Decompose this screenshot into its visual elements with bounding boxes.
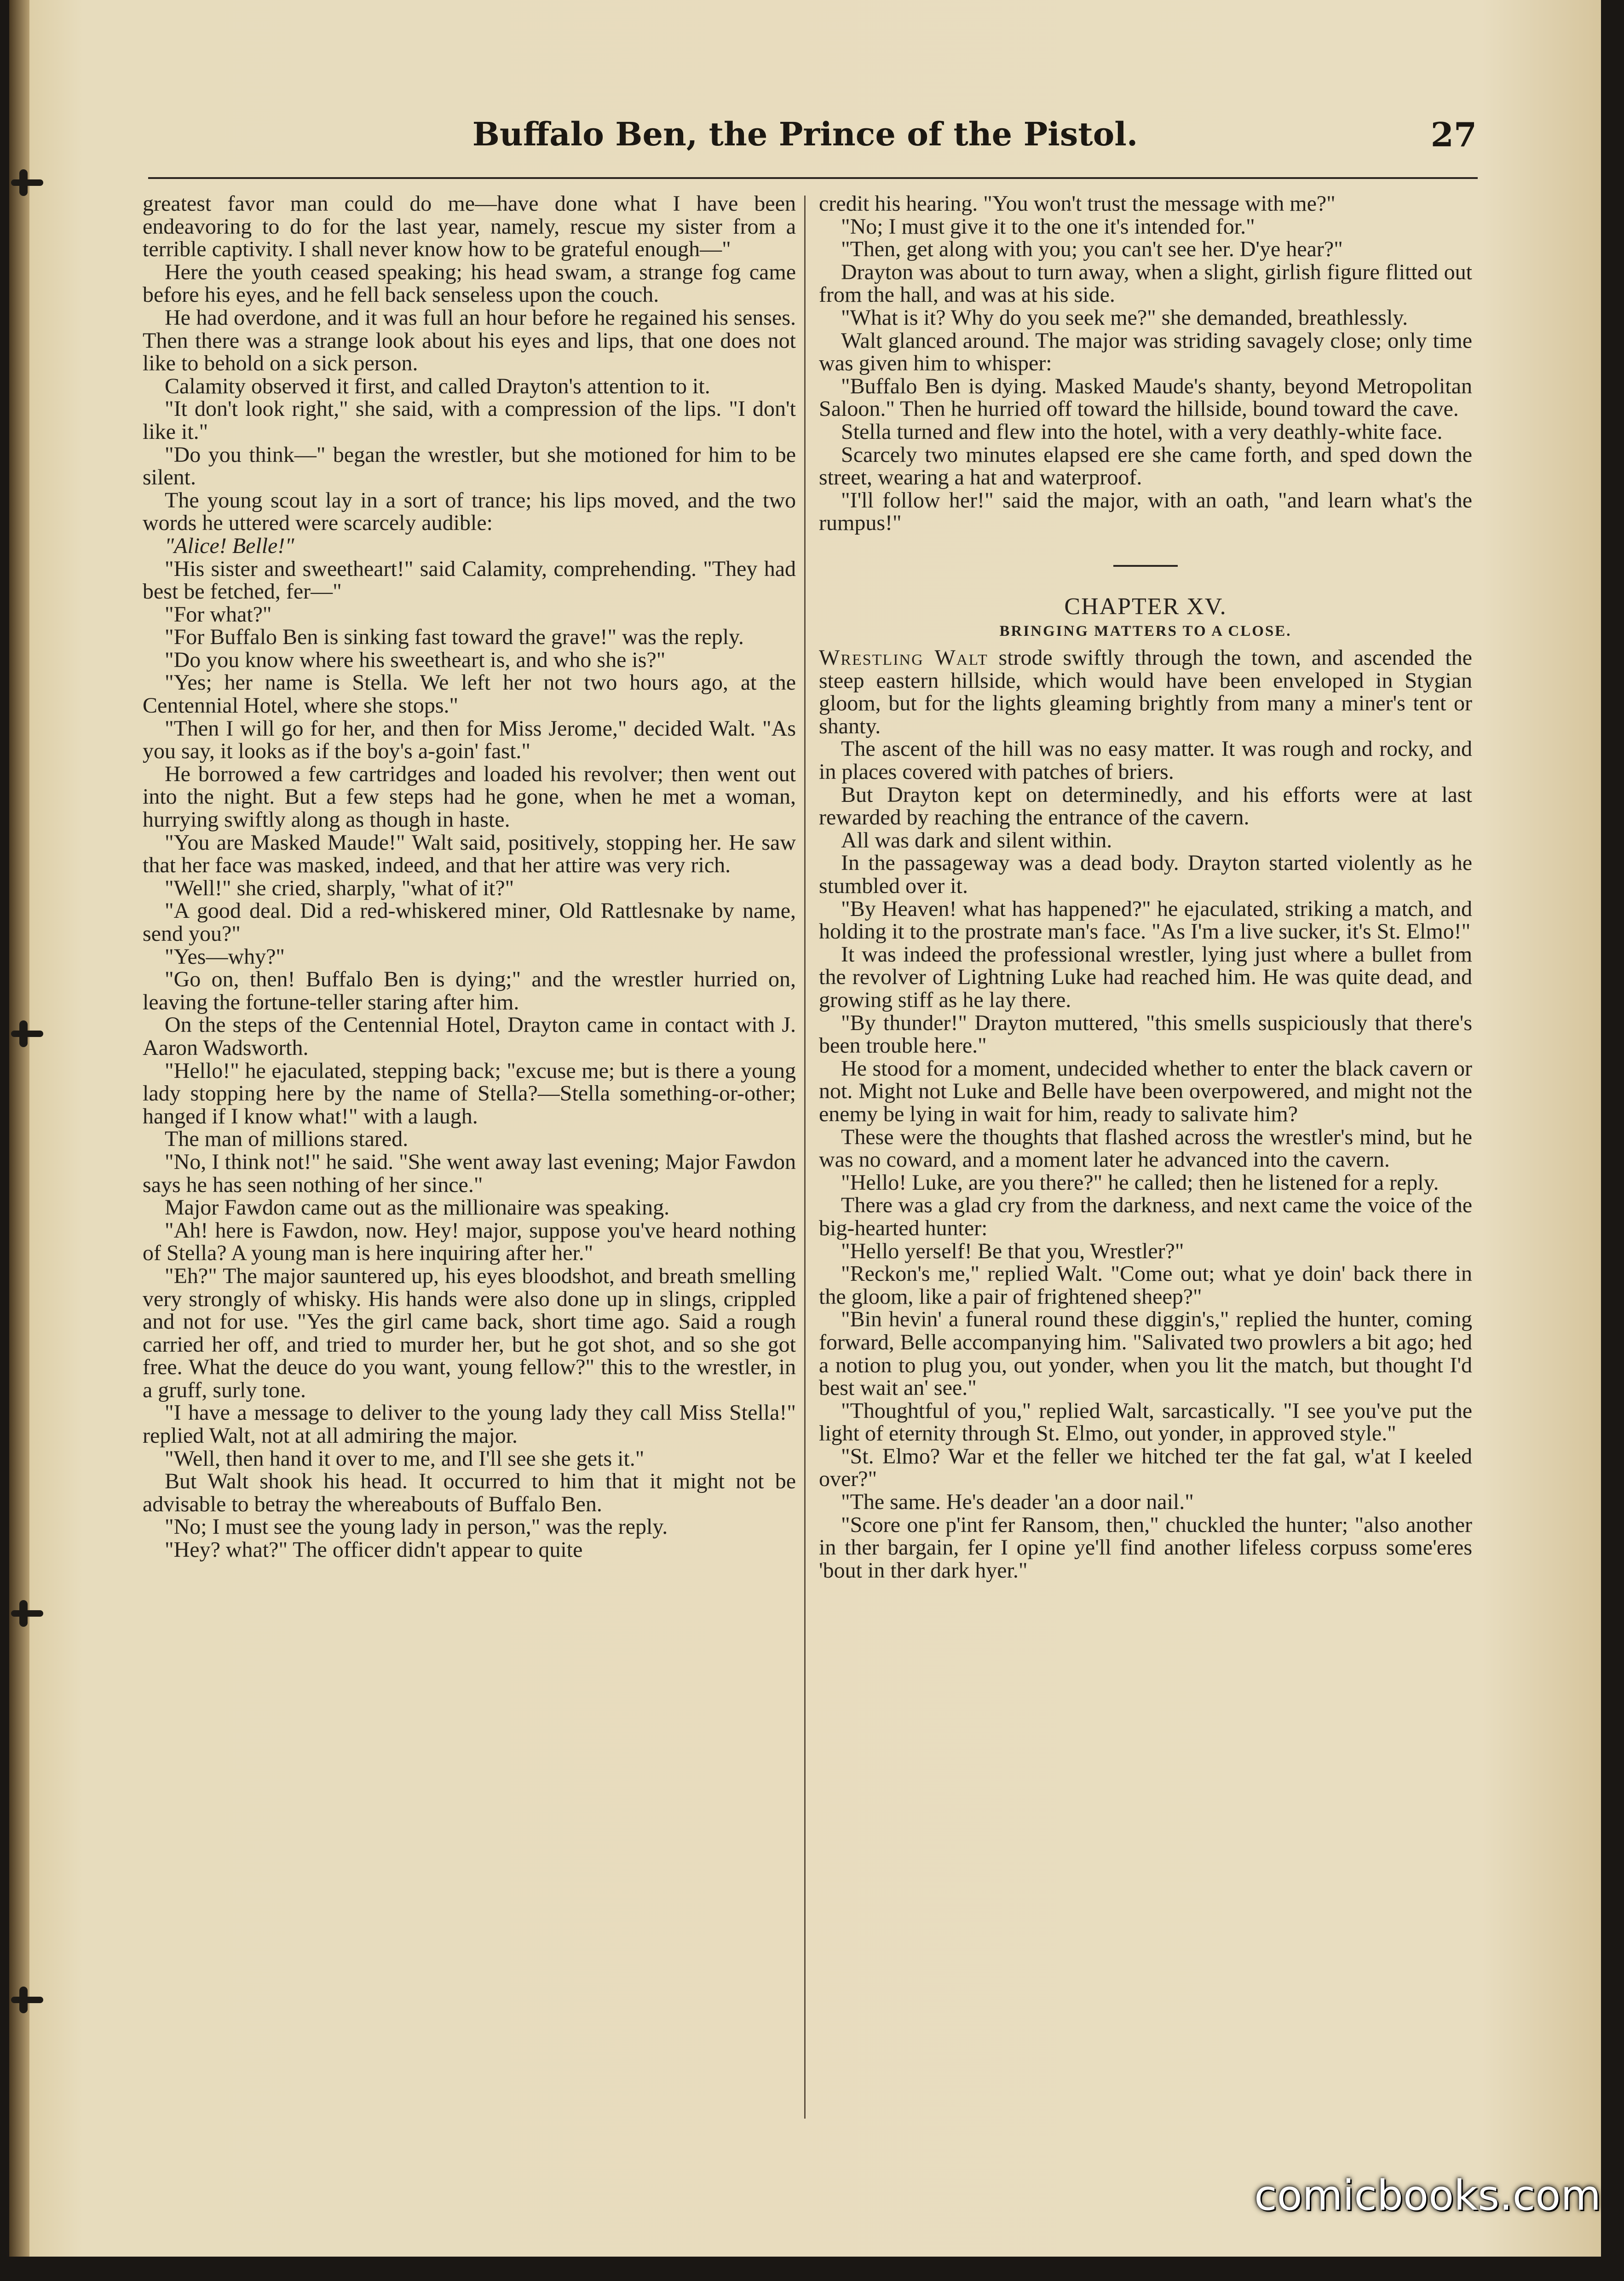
paragraph: Calamity observed it first, and called Drayton's attention to it. <box>165 374 710 398</box>
paragraph: The young scout lay in a sort of trance; his lips moved, and the two words he uttered were scarcely audible: <box>143 488 796 536</box>
left-column <box>143 192 796 2138</box>
paragraph: greatest favor man could do me—have done what I have been endeavoring to do for the last year, namely, rescue my sister from a terrible captivity. I shall never know how to be grateful enough—" <box>143 192 796 262</box>
header-rule <box>148 177 1478 179</box>
paragraph: "No; I must give it to the one it's intended for." <box>841 214 1255 239</box>
paragraph: "For Buffalo Ben is sinking fast toward the grave!" was the reply. <box>165 625 744 650</box>
paragraph: "Ah! here is Fawdon, now. Hey! major, suppose you've heard nothing of Stella? A young man is here inquiring after her." <box>143 1218 796 1266</box>
paragraph: "You are Masked Maude!" Walt said, positively, stopping her. He saw that her face was masked, indeed, and that her attire was very rich. <box>143 830 796 878</box>
paragraph: "St. Elmo? War et the feller we hitched ter the fat gal, w'at I keeled over?" <box>819 1444 1472 1492</box>
paragraph: "Hello yerself! Be that you, Wrestler?" <box>841 1238 1184 1263</box>
paragraph: But Walt shook his head. It occurred to him that it might not be advisable to betray the whereabouts of Buffalo Ben. <box>143 1469 796 1516</box>
paragraph: "It don't look right," she said, with a compression of the lips. "I don't like it." <box>143 397 796 444</box>
paragraph: "Then I will go for her, and then for Miss Jerome," decided Walt. "As you say, it looks as if the boy's a-goin' fast." <box>143 716 796 764</box>
paragraph: There was a glad cry from the darkness, and next came the voice of the big-hearted hunter: <box>819 1193 1472 1240</box>
paragraph: Drayton was about to turn away, when a slight, girlish figure flitted out from the hall, and was at his side. <box>819 259 1472 307</box>
paragraph: The ascent of the hill was no easy matter. It was rough and rocky, and in places covered with patches of briers. <box>819 737 1472 784</box>
paragraph: "Buffalo Ben is dying. Masked Maude's shanty, beyond Metropolitan Saloon." Then he hurried off toward the hillside, bound toward the cave. <box>819 374 1472 421</box>
paragraph: It was indeed the professional wrestler, lying just where a bullet from the revolver of Lightning Luke had reached him. He was quite dead, and growing stiff as he lay there. <box>819 942 1472 1012</box>
paragraph: credit his hearing. "You won't trust the message with me?" <box>819 192 1336 216</box>
paragraph: Scarcely two minutes elapsed ere she came forth, and sped down the street, wearing a hat and waterproof. <box>819 442 1472 490</box>
right-column <box>819 192 1472 2138</box>
binding-staple <box>11 1031 43 1037</box>
binding-staple <box>11 1997 43 2003</box>
paragraph: "A good deal. Did a red-whiskered miner, Old Rattlesnake by name, send you?" <box>143 899 796 946</box>
paragraph: "Yes; her name is Stella. We left her not two hours ago, at the Centennial Hotel, where she stops." <box>143 670 796 718</box>
paragraph: On the steps of the Centennial Hotel, Drayton came in contact with J. Aaron Wadsworth. <box>143 1013 796 1060</box>
paragraph: He stood for a moment, undecided whether to enter the black cavern or not. Might not Luke and Belle have been overpowered, and might not the enemy be lying in wait for him, ready to salivate him? <box>819 1056 1472 1126</box>
paragraph: "I'll follow her!" said the major, with an oath, "and learn what's the rumpus!" <box>819 488 1472 536</box>
right-column-bottom-text <box>819 737 1472 1582</box>
paragraph: "Hello!" he ejaculated, stepping back; "excuse me; but is there a young lady stopping here by the name of Stella?—Stella something-or-other; hanged if I know what!" with a laugh. <box>143 1058 796 1129</box>
paragraph: "Then, get along with you; you can't see her. D'ye hear?" <box>841 237 1343 262</box>
right-column-top-text <box>819 192 1472 535</box>
paragraph: Walt glanced around. The major was striding savagely close; only time was given him to whisper: <box>819 328 1472 376</box>
paragraph: "Well!" she cried, sharply, "what of it?" <box>165 876 514 900</box>
section-separator <box>1113 565 1178 567</box>
paragraph: "Yes—why?" <box>165 944 285 969</box>
page-number: 27 <box>1430 115 1477 154</box>
column-divider <box>804 196 806 2119</box>
paragraph: The man of millions stared. <box>165 1127 409 1152</box>
binding-staple <box>11 1610 43 1617</box>
paragraph: "No; I must see the young lady in person," was the reply. <box>165 1515 668 1539</box>
paragraph: "For what?" <box>165 602 272 627</box>
paragraph: "I have a message to deliver to the young lady they call Miss Stella!" replied Walt, not at all admiring the major. <box>143 1400 796 1448</box>
paragraph: "Reckon's me," replied Walt. "Come out; what ye doin' back there in the gloom, like a pair of frightened sheep?" <box>819 1261 1472 1309</box>
paragraph: "Bin hevin' a funeral round these diggin's," replied the hunter, coming forward, Belle accompanying him. "Salivated two prowlers a bit ago; hed a notion to plug you, out yonder, when you lit the match, but thought I'd best wait an' see." <box>819 1307 1472 1400</box>
paragraph: "Do you think—" began the wrestler, but she motioned for him to be silent. <box>143 442 796 490</box>
book-page <box>9 0 1601 2257</box>
paragraph: "Alice! Belle!" <box>165 533 294 558</box>
paragraph: "By thunder!" Drayton muttered, "this smells suspiciously that there's been trouble here." <box>819 1010 1472 1058</box>
paragraph: "Go on, then! Buffalo Ben is dying;" and the wrestler hurried on, leaving the fortune-teller staring after him. <box>143 967 796 1014</box>
paragraph: Here the youth ceased speaking; his head swam, a strange fog came before his eyes, and he fell back senseless upon the couch. <box>143 259 796 307</box>
chapter-lead-in: Wrestling Walt <box>819 645 988 670</box>
paragraph: "What is it? Why do you seek me?" she demanded, breathlessly. <box>841 305 1408 330</box>
paragraph: He borrowed a few cartridges and loaded his revolver; then went out into the night. But a few steps had he gone, when he met a woman, hurrying swiftly along as though in haste. <box>143 761 796 832</box>
paragraph: "Hey? what?" The officer didn't appear to quite <box>165 1538 583 1562</box>
chapter-heading: CHAPTER XV. <box>1064 593 1227 620</box>
paragraph: Stella turned and flew into the hotel, with a very deathly-white face. <box>841 419 1443 444</box>
chapter-opening-paragraph <box>819 646 1472 737</box>
running-title: Buffalo Ben, the Prince of the Pistol. <box>472 115 1138 153</box>
paragraph: "Thoughtful of you," replied Walt, sarcastically. "I see you've put the light of eternity through St. Elmo, out yonder, in approved style." <box>819 1398 1472 1446</box>
paragraph: These were the thoughts that flashed across the wrestler's mind, but he was no coward, and a moment later he advanced into the cavern. <box>819 1124 1472 1172</box>
paragraph: In the passageway was a dead body. Drayton started violently as he stumbled over it. <box>819 851 1472 899</box>
paragraph: "His sister and sweetheart!" said Calamity, comprehending. "They had best be fetched, fer—" <box>143 556 796 604</box>
paragraph: He had overdone, and it was full an hour before he regained his senses. Then there was a strange look about his eyes and lips, that one does not like to behold on a sick person. <box>143 305 796 376</box>
paragraph: "By Heaven! what has happened?" he ejaculated, striking a match, and holding it to the prostrate man's face. "As I'm a live sucker, it's St. Elmo!" <box>819 896 1472 944</box>
binding-staple <box>11 179 43 186</box>
site-watermark: comicbooks.com <box>1254 2172 1601 2220</box>
paragraph: Major Fawdon came out as the millionaire was speaking. <box>165 1195 670 1220</box>
paragraph: "Do you know where his sweetheart is, and who she is?" <box>165 647 666 672</box>
spine-edge <box>9 0 29 2257</box>
paragraph: But Drayton kept on determinedly, and his efforts were at last rewarded by reaching the entrance of the cavern. <box>819 782 1472 830</box>
paragraph: "Hello! Luke, are you there?" he called; then he listened for a reply. <box>841 1170 1439 1195</box>
chapter-subtitle: BRINGING MATTERS TO A CLOSE. <box>999 622 1292 639</box>
paragraph: "Score one p'int fer Ransom, then," chuckled the hunter; "also another in ther bargain, fer I opine ye'll find another lifeless corpuss some'eres 'bout in ther dark hyer." <box>819 1512 1472 1583</box>
paragraph: All was dark and silent within. <box>841 828 1112 852</box>
paragraph: "No, I think not!" he said. "She went away last evening; Major Fawdon says he has seen nothing of her since." <box>143 1149 796 1197</box>
chapter-opening-text: strode swiftly through the town, and ascended the steep eastern hillside, which would have been enveloped in Stygian gloom, but for the lights gleaming brightly from many a miner's tent or shanty. <box>819 645 1472 738</box>
paragraph: "Eh?" The major sauntered up, his eyes bloodshot, and breath smelling very strongly of whisky. His hands were also done up in slings, crippled and not for use. "Yes the girl came back, short time ago. Said a rough carried her off, and tried to murder her, but he got shot, and so she got free. What the deuce do you want, young fellow?" this to the wrestler, in a gruff, surly tone. <box>143 1263 796 1402</box>
paragraph: "Well, then hand it over to me, and I'll see she gets it." <box>165 1446 645 1471</box>
paragraph: "The same. He's deader 'an a door nail." <box>841 1490 1194 1515</box>
